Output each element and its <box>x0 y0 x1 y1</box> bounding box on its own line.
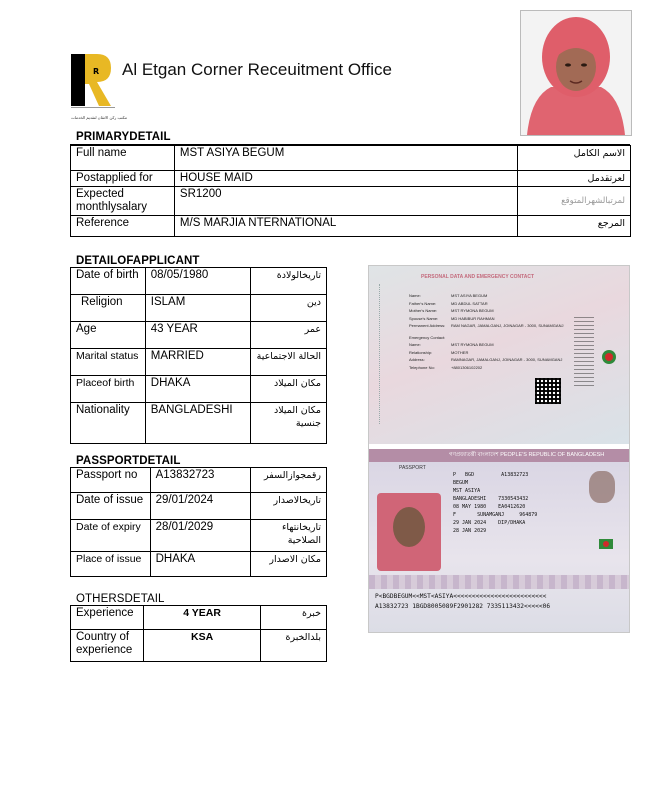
experience-label: Experience <box>71 606 144 630</box>
passport-upper-heading: PERSONAL DATA AND EMERGENCY CONTACT <box>421 274 535 280</box>
primary-detail-table <box>70 145 631 237</box>
company-logo: R مكتب ركن الاتقان لتقديم الخدمات <box>71 54 115 114</box>
experience-value: 4 YEAR <box>143 606 260 630</box>
experience-arabic: خبرة <box>261 606 327 630</box>
date-of-expiry-label: Date of expiry <box>71 520 151 552</box>
passport-upper-field: Telephone No: +8801306102202 <box>409 364 483 370</box>
post-applied-label: Postapplied for <box>71 171 175 187</box>
table-row <box>71 552 327 577</box>
barcode-icon <box>574 316 594 386</box>
office-title: Al Etgan Corner Receuitment Office <box>122 60 392 79</box>
age-arabic: عمر <box>251 322 327 349</box>
passport-data-page <box>369 449 629 632</box>
passport-no-value: A13832723 <box>150 468 251 493</box>
marital-status-label: Marital status <box>71 349 146 376</box>
table-row <box>71 268 327 295</box>
applicant-photo <box>520 10 632 136</box>
passport-upper-field: Name: MST ASIYA BEGUM <box>409 293 488 298</box>
flag-icon <box>599 539 613 549</box>
place-of-issue-label: Place of issue <box>71 552 151 577</box>
expected-salary-value: SR1200 <box>174 187 517 216</box>
passport-upper-field: Spouse's Name: MD HABIBUR RAHMAN <box>409 315 495 321</box>
expected-salary-arabic: لمرتبالشهرالمتوقع <box>518 187 631 216</box>
passport-holder-photo <box>377 493 441 571</box>
religion-label: Religion <box>71 295 146 322</box>
applicant-detail-table <box>70 267 327 444</box>
table-row <box>71 520 327 552</box>
passport-upper-field: Father's Name: MD ABDUL SATTAR <box>409 300 488 306</box>
passport-fields: P BGD A13832723 BEGUM MST ASIYA BANGLADESHI 7330543432 08 MAY 1980 EA0412620 F SUNAMGANJ 964879 29 JAN 2024 DIP/DHAKA 28 JAN 2029 <box>453 472 538 534</box>
place-of-issue-value: DHAKA <box>150 552 251 577</box>
qr-code-icon <box>535 378 561 404</box>
dob-label: Date of birth <box>71 268 146 295</box>
dob-value: 08/05/1980 <box>145 268 251 295</box>
passport-upper-field: Name: MST RYMONA BEGUM <box>409 342 494 347</box>
table-row <box>71 187 631 216</box>
table-row <box>71 376 327 403</box>
reference-arabic: المرجع <box>518 216 631 237</box>
country-of-experience-label: Country of experience <box>71 630 144 662</box>
table-row <box>71 216 631 237</box>
post-applied-value: HOUSE MAID <box>174 171 517 187</box>
dob-arabic: تاريخالولادة <box>251 268 327 295</box>
table-row <box>71 146 631 171</box>
date-of-issue-arabic: تاريخالاصدار <box>251 493 327 520</box>
religion-arabic: دين <box>251 295 327 322</box>
emblem-icon <box>602 350 616 364</box>
mrz-line-2: A13832723 1BGD8005089F2901282 7335113432<<<<<06 <box>375 603 551 610</box>
passport-type-label: PASSPORT <box>399 465 426 471</box>
applicant-detail-heading: DETAILOFAPPLICANT <box>76 255 200 267</box>
table-row <box>71 403 327 444</box>
passport-upper-field: Emergency Contact: <box>409 334 446 340</box>
table-row <box>71 468 327 493</box>
passport-detail-table <box>70 467 327 577</box>
passport-no-arabic: رقمجوازالسفر <box>251 468 327 493</box>
table-row <box>71 606 327 630</box>
reference-label: Reference <box>71 216 175 237</box>
place-of-birth-arabic: مكان الميلاد <box>251 376 327 403</box>
table-row <box>71 322 327 349</box>
nationality-value: BANGLADESHI <box>145 403 251 444</box>
passport-upper-fields <box>409 292 584 371</box>
marital-status-arabic: الحالة الاجتماعية <box>251 349 327 376</box>
table-row <box>71 493 327 520</box>
passport-country-header: গণপ্রজাতন্ত্রী বাংলাদেশ PEOPLE'S REPUBLIC OF BANGLADESH <box>449 452 605 458</box>
date-of-issue-label: Date of issue <box>71 493 151 520</box>
svg-text:R: R <box>93 67 100 76</box>
table-row <box>71 630 327 662</box>
expected-salary-label: Expected monthlysalary <box>71 187 175 216</box>
place-of-birth-label: Placeof birth <box>71 376 146 403</box>
table-row <box>71 349 327 376</box>
passport-upper-field: Mother's Name: MST RYMONA BEGUM <box>409 308 494 313</box>
place-of-issue-arabic: مكان الاصدار <box>251 552 327 577</box>
primary-detail-heading: PRIMARYDETAIL <box>76 131 171 143</box>
others-detail-table <box>70 605 327 662</box>
age-label: Age <box>71 322 146 349</box>
age-value: 43 YEAR <box>145 322 251 349</box>
place-of-birth-value: DHAKA <box>145 376 251 403</box>
passport-no-label: Passport no <box>71 468 151 493</box>
country-of-experience-arabic: بلدالخبرة <box>261 630 327 662</box>
passport-upper-field: Permanent Address: RAM NAGAR, JAMALGANJ, JOINAGAR - 3000, SUNAMGANJ <box>409 323 564 328</box>
reference-value: M/S MARJIA NTERNATIONAL <box>174 216 517 237</box>
passport-scan <box>368 265 630 633</box>
country-of-experience-value: KSA <box>143 630 260 662</box>
table-row <box>71 171 631 187</box>
passport-upper-field: Address: RAMNAGAR, JAMALGANJ, JOINAGAR - 3000, SUNAMGANJ <box>409 357 563 362</box>
table-row <box>71 295 327 322</box>
nationality-arabic: مكان الميلاد جنسية <box>251 403 327 444</box>
date-of-expiry-arabic: تاريخانتهاء الصلاحية <box>251 520 327 552</box>
passport-detail-heading: PASSPORTDETAIL <box>76 455 181 467</box>
marital-status-value: MARRIED <box>145 349 251 376</box>
passport-ghost-photo <box>589 471 615 503</box>
date-of-issue-value: 29/01/2024 <box>150 493 251 520</box>
full-name-arabic: الاسم الكامل <box>518 146 631 171</box>
nationality-label: Nationality <box>71 403 146 444</box>
religion-value: ISLAM <box>145 295 251 322</box>
passport-mrz <box>375 592 550 612</box>
others-detail-heading: OTHERSDETAIL <box>76 593 165 605</box>
mrz-line-1: P<BGDBEGUM<<MST<ASIYA<<<<<<<<<<<<<<<<<<<<<<<<< <box>375 593 547 600</box>
passport-upper-page <box>369 266 629 444</box>
full-name-label: Full name <box>71 146 175 171</box>
date-of-expiry-value: 28/01/2029 <box>150 520 251 552</box>
passport-upper-field: Relationship: MOTHER <box>409 349 469 355</box>
post-applied-arabic: لعرتقدمل <box>518 171 631 187</box>
full-name-value: MST ASIYA BEGUM <box>174 146 517 171</box>
